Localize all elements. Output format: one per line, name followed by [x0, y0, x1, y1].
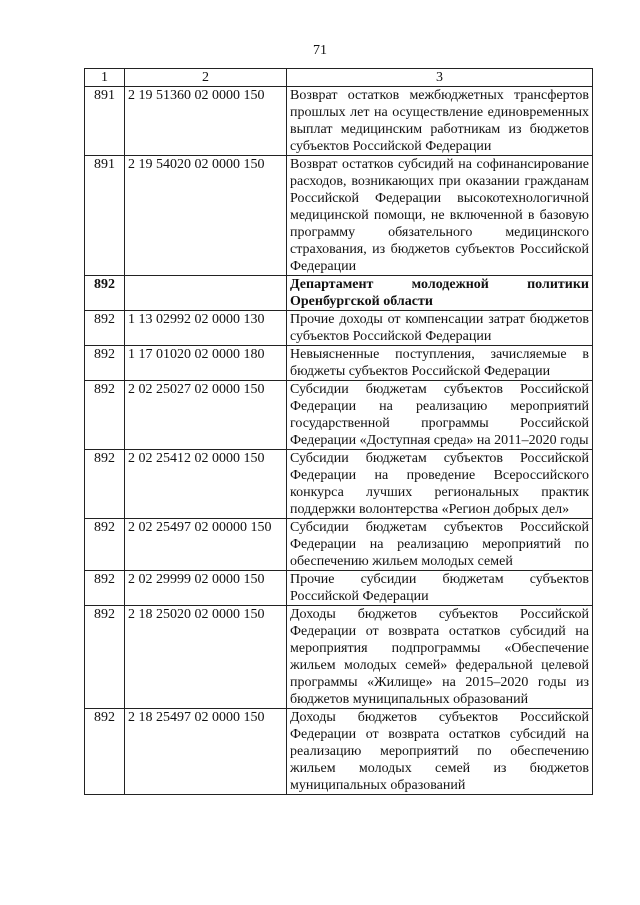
budget-code-cell: 2 18 25020 02 0000 150 — [125, 606, 287, 709]
description-cell: Субсидии бюджетам субъектов Российской Федерации на реализацию мероприятий государственной программы Российской Федерации «Доступная среда» на 2011–2020 годы — [287, 381, 593, 450]
description-cell: Доходы бюджетов субъектов Российской Федерации от возврата остатков субсидий на мероприятия подпрограммы «Обеспечение жильем молодых семей» федеральной целевой программы «Жилище» на 2015–2020 годы из бюджетов муниципальных образований — [287, 606, 593, 709]
header-col-3: 3 — [287, 69, 593, 87]
revenue-codes-table — [84, 68, 593, 795]
page-number: 71 — [313, 43, 327, 58]
admin-code-cell: 891 — [85, 87, 125, 156]
admin-code-cell: 892 — [85, 276, 125, 311]
admin-code-cell: 892 — [85, 606, 125, 709]
department-name-cell: Департамент молодежной политики Оренбургской области — [287, 276, 593, 311]
table-row — [85, 346, 593, 381]
budget-code-cell: 1 17 01020 02 0000 180 — [125, 346, 287, 381]
admin-code-cell: 892 — [85, 709, 125, 795]
description-cell: Невыясненные поступления, зачисляемые в бюджеты субъектов Российской Федерации — [287, 346, 593, 381]
admin-code-cell: 892 — [85, 571, 125, 606]
admin-code-cell: 891 — [85, 156, 125, 276]
table-row — [85, 519, 593, 571]
table-row — [85, 311, 593, 346]
budget-code-cell: 2 02 29999 02 0000 150 — [125, 571, 287, 606]
table-header-row — [85, 69, 593, 87]
table-row — [85, 571, 593, 606]
department-header-row — [85, 276, 593, 311]
table-row — [85, 709, 593, 795]
description-cell: Прочие доходы от компенсации затрат бюджетов субъектов Российской Федерации — [287, 311, 593, 346]
budget-code-cell — [125, 276, 287, 311]
budget-code-cell: 2 02 25497 02 00000 150 — [125, 519, 287, 571]
table-row — [85, 450, 593, 519]
description-cell: Возврат остатков субсидий на софинансирование расходов, возникающих при оказании гражданам Российской Федерации высокотехнологичной медицинской помощи, не включенной в базовую программу обязательного медицинского страхования, из бюджетов субъектов Российской Федерации — [287, 156, 593, 276]
description-cell: Субсидии бюджетам субъектов Российской Федерации на реализацию мероприятий по обеспечению жильем молодых семей — [287, 519, 593, 571]
admin-code-cell: 892 — [85, 346, 125, 381]
table-row — [85, 606, 593, 709]
budget-code-cell: 1 13 02992 02 0000 130 — [125, 311, 287, 346]
admin-code-cell: 892 — [85, 519, 125, 571]
budget-code-cell: 2 02 25412 02 0000 150 — [125, 450, 287, 519]
admin-code-cell: 892 — [85, 450, 125, 519]
description-cell: Прочие субсидии бюджетам субъектов Российской Федерации — [287, 571, 593, 606]
description-cell: Субсидии бюджетам субъектов Российской Федерации на проведение Всероссийского конкурса лучших региональных практик поддержки волонтерства «Регион добрых дел» — [287, 450, 593, 519]
header-col-2: 2 — [125, 69, 287, 87]
budget-code-cell: 2 18 25497 02 0000 150 — [125, 709, 287, 795]
header-col-1: 1 — [85, 69, 125, 87]
budget-code-cell: 2 02 25027 02 0000 150 — [125, 381, 287, 450]
budget-code-cell: 2 19 54020 02 0000 150 — [125, 156, 287, 276]
admin-code-cell: 892 — [85, 381, 125, 450]
table-row — [85, 156, 593, 276]
description-cell: Доходы бюджетов субъектов Российской Федерации от возврата остатков субсидий на реализацию мероприятий по обеспечению жильем молодых семей из бюджетов муниципальных образований — [287, 709, 593, 795]
description-cell: Возврат остатков межбюджетных трансфертов прошлых лет на осуществление единовременных выплат медицинским работникам из бюджетов субъектов Российской Федерации — [287, 87, 593, 156]
table-row — [85, 381, 593, 450]
budget-code-cell: 2 19 51360 02 0000 150 — [125, 87, 287, 156]
admin-code-cell: 892 — [85, 311, 125, 346]
table-row — [85, 87, 593, 156]
